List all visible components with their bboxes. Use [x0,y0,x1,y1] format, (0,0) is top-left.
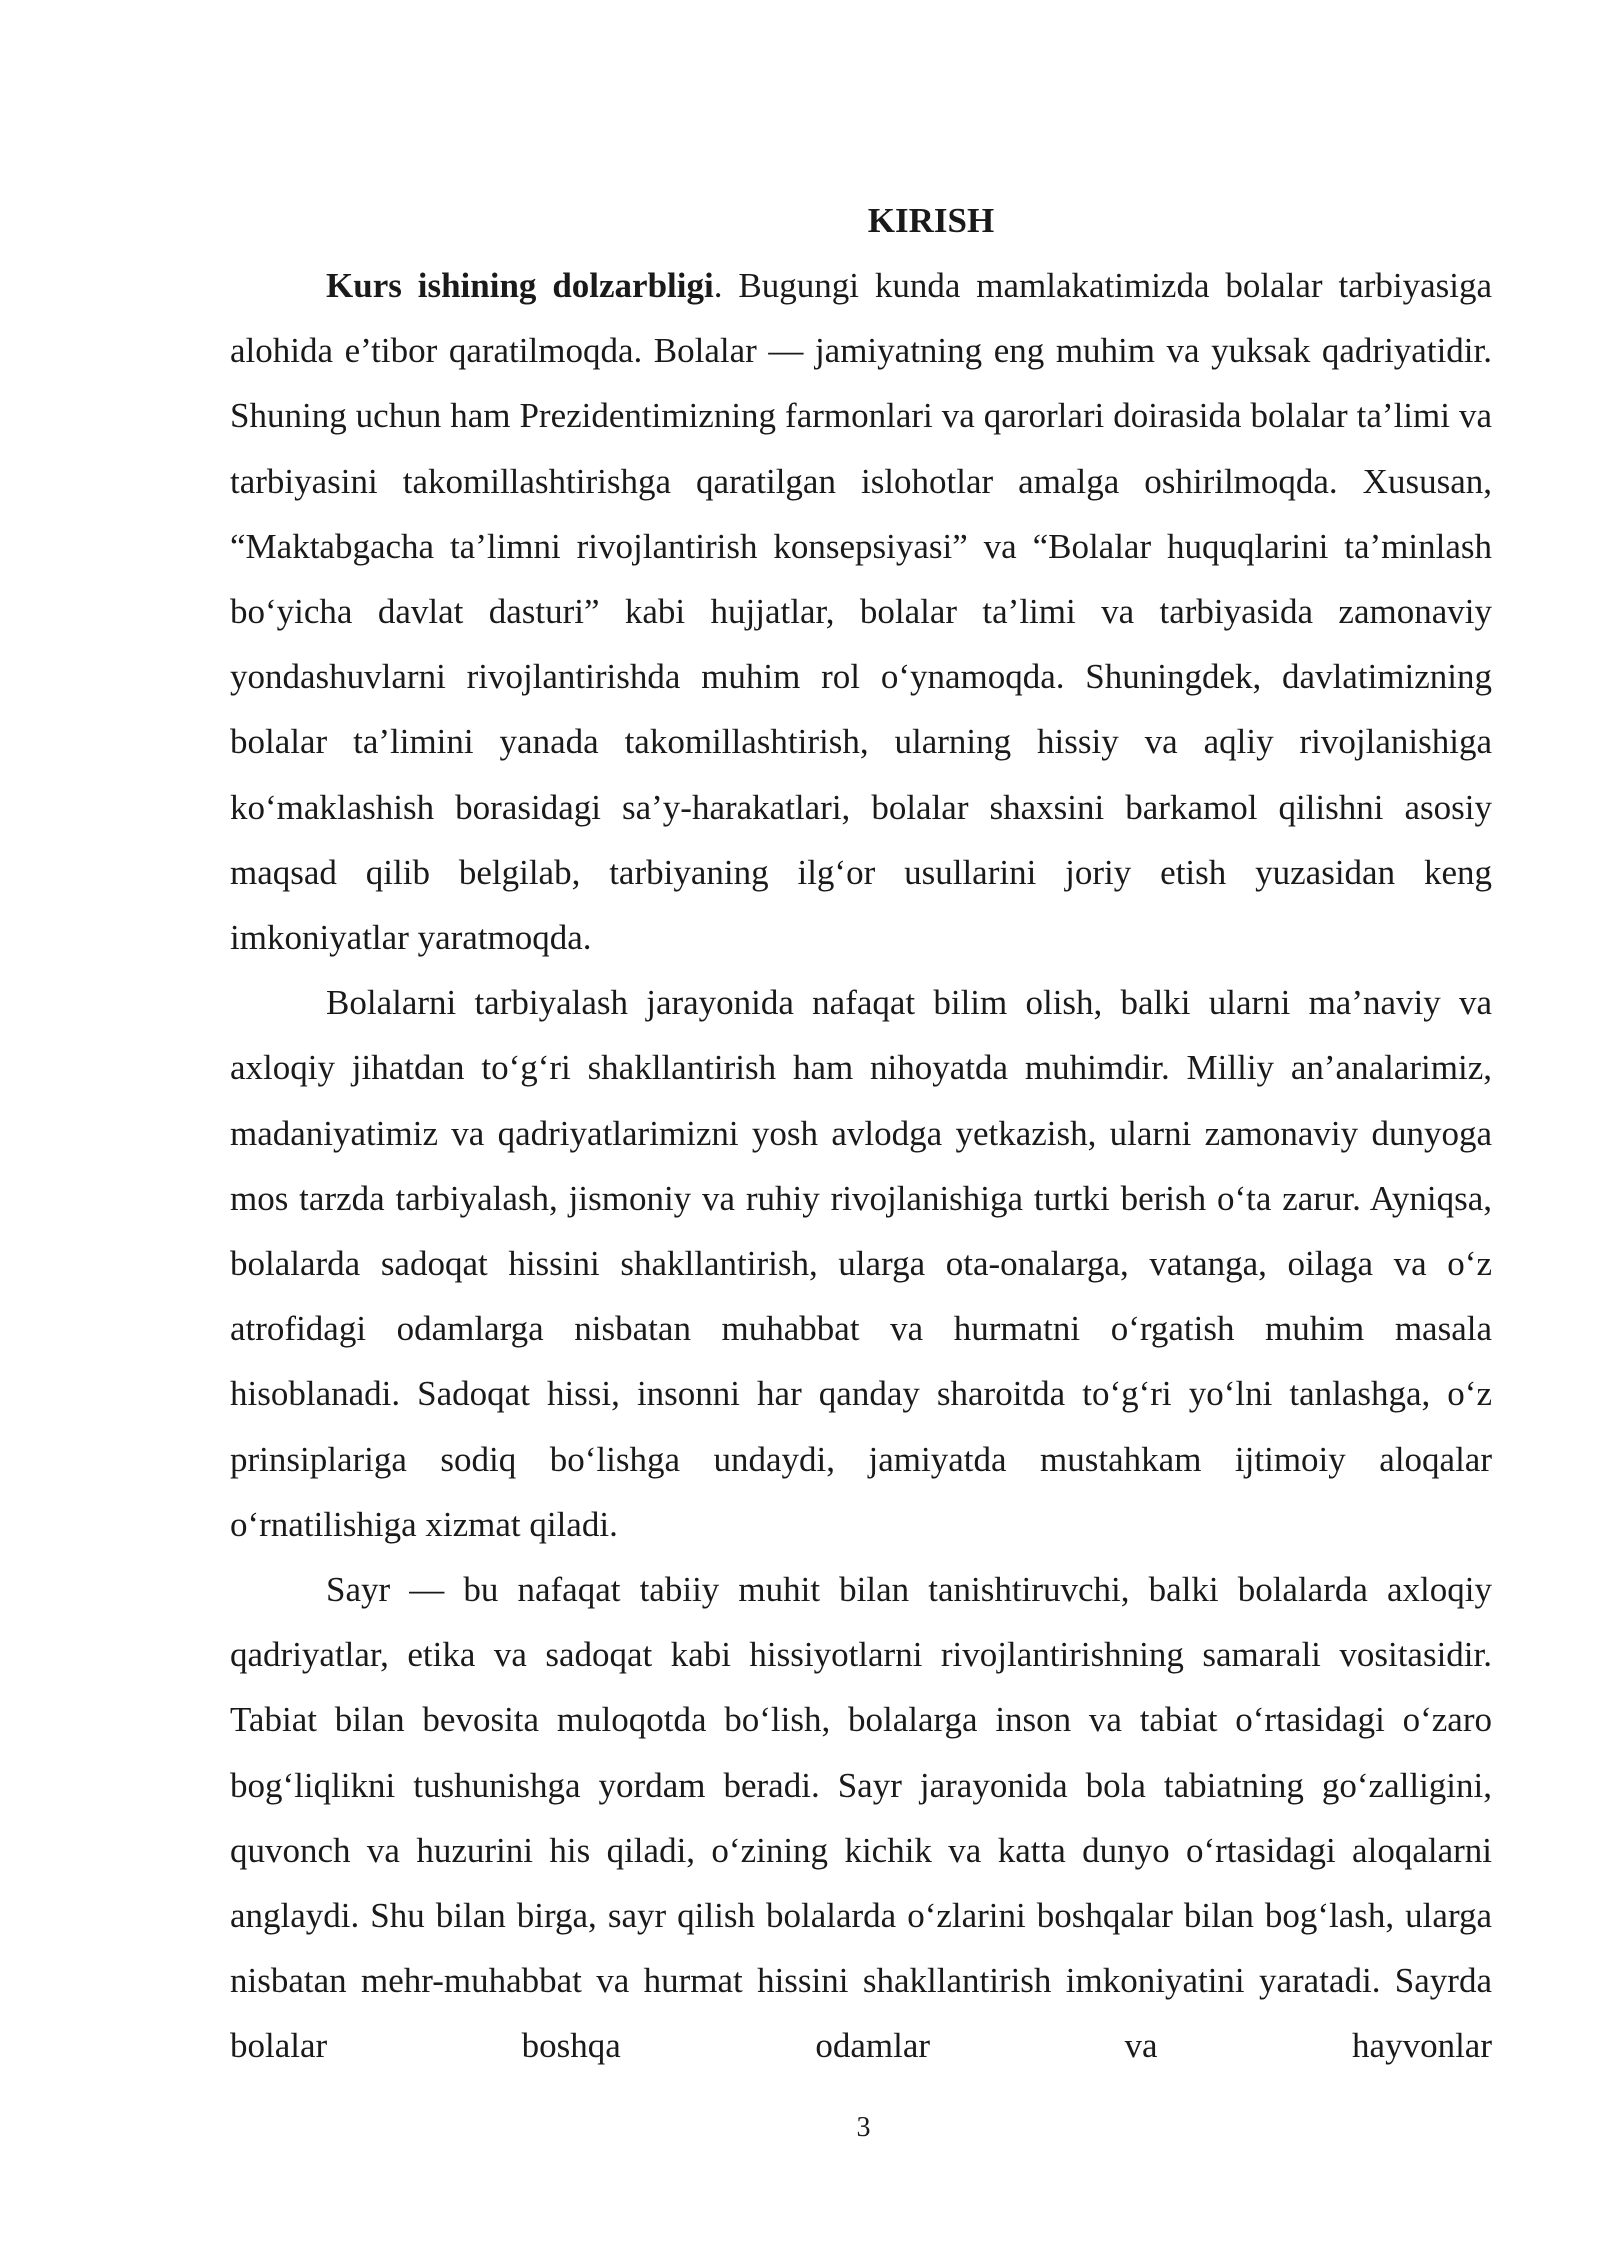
paragraph-1 [230,253,1492,970]
paragraph-2 [230,970,1492,1557]
paragraph-text: Sayr — bu nafaqat tabiiy muhit bilan tanishtiruvchi, balki bolalarda axloqiy qadriyatlar, etika va sadoqat kabi hissiyotlarni rivojlantirishning samarali vositasidir. Tabiat bilan bevosita muloqotda bo‘lish, bolalarga inson va tabiat o‘rtasidagi o‘zaro bog‘liqlikni tushunishga yordam beradi. Sayr jarayonida bola tabiatning go‘zalligini, quvonch va huzurini his qiladi, o‘zining kichik va katta dunyo o‘rtasidagi aloqalarni anglaydi. Shu bilan birga, sayr qilish bolalarda o‘zlarini boshqalar bilan bog‘lash, ularga nisbatan mehr-muhabbat va hurmat hissini shakllantirish imkoniyatini yaratadi. Sayrda bolalar boshqa odamlar va hayvonlar [230,1570,1492,2066]
paragraph-lead: Kurs ishining dolzarbligi [326,266,714,305]
page-number: 3 [856,2112,871,2143]
document-page [230,188,1492,2079]
paragraph-text: Bolalarni tarbiyalash jarayonida nafaqat bilim olish, balki ularni ma’naviy va axloqiy jihatdan to‘g‘ri shakllantirish ham nihoyatda muhimdir. Milliy an’analarimiz, madaniyatimiz va qadriyatlarimizni yosh avlodga yetkazish, ularni zamonaviy dunyoga mos tarzda tarbiyalash, jismoniy va ruhiy rivojlanishiga turtki berish o‘ta zarur. Ayniqsa, bolalarda sadoqat hissini shakllantirish, ularga ota-onalarga, vatanga, oilaga va o‘z atrofidagi odamlarga nisbatan muhabbat va hurmatni o‘rgatish muhim masala hisoblanadi. Sadoqat hissi, insonni har qanday sharoitda to‘g‘ri yo‘lni tanlashga, o‘z prinsiplariga sodiq bo‘lishga undaydi, jamiyatda mustahkam ijtimoiy aloqalar o‘rnatilishiga xizmat qiladi. [230,983,1492,1544]
page-title: KIRISH [867,201,995,240]
paragraph-3 [230,1557,1492,2079]
paragraph-text: . Bugungi kunda mamlakatimizda bolalar tarbiyasiga alohida e’tibor qaratilmoqda. Bolalar — jamiyatning eng muhim va yuksak qadriyatidir. Shuning uchun ham Prezidentimizning farmonlari va qarorlari doirasida bolalar ta’limi va tarbiyasini takomillashtirishga qaratilgan islohotlar amalga oshirilmoqda. Xususan, “Maktabgacha ta’limni rivojlantirish konsepsiyasi” va “Bolalar huquqlarini ta’minlash bo‘yicha davlat dasturi” kabi hujjatlar, bolalar ta’limi va tarbiyasida zamonaviy yondashuvlarni rivojlantirishda muhim rol o‘ynamoqda. Shuningdek, davlatimizning bolalar ta’limini yanada takomillashtirish, ularning hissiy va aqliy rivojlanishiga ko‘maklashish borasidagi sa’y-harakatlari, bolalar shaxsini barkamol qilishni asosiy maqsad qilib belgilab, tarbiyaning ilg‘or usullarini joriy etish yuzasidan keng imkoniyatlar yaratmoqda. [230,266,1492,958]
